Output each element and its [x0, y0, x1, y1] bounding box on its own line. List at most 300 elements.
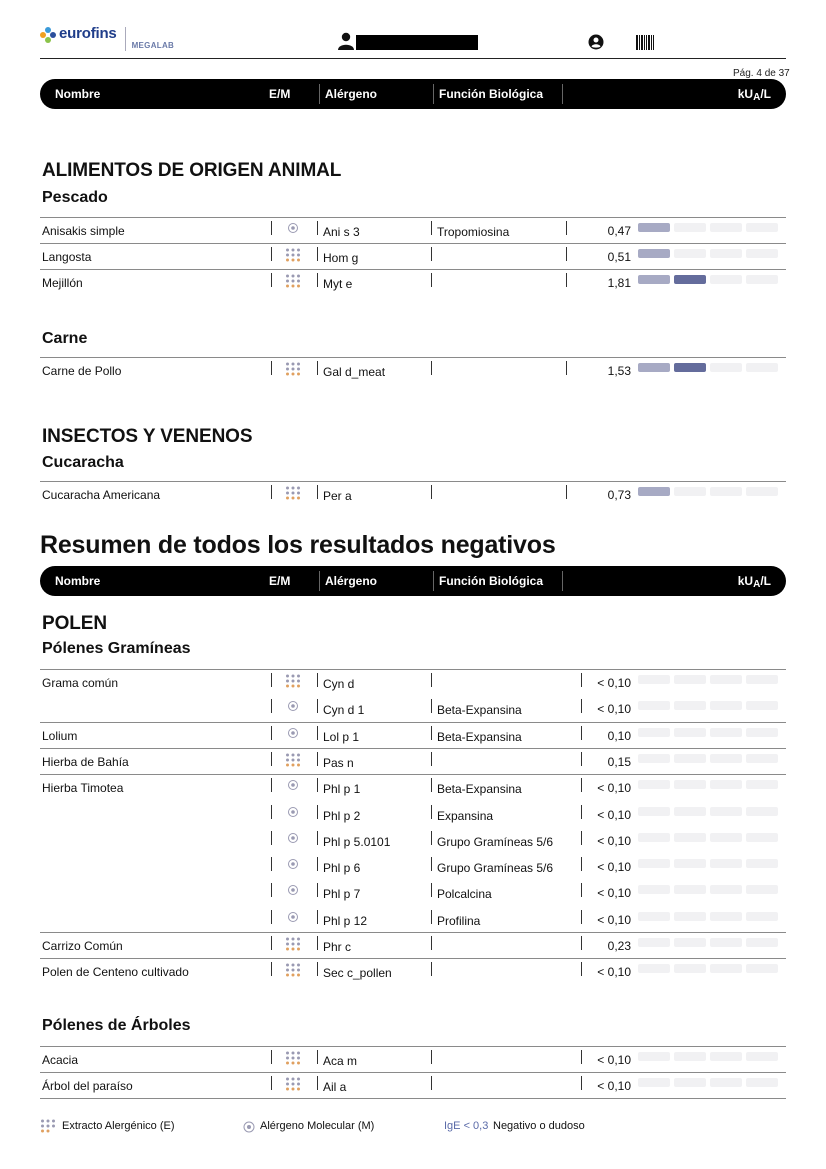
col-separator [431, 273, 432, 287]
level-bar [638, 487, 670, 496]
table-row [40, 243, 786, 269]
col-separator [581, 699, 582, 713]
dot-grid-icon [285, 486, 301, 500]
level-bar [746, 754, 778, 763]
row-nombre: Carrizo Común [42, 939, 123, 953]
level-bar [674, 964, 706, 973]
row-alergeno: Phl p 1 [323, 782, 361, 797]
row-alergeno: Pas n [323, 755, 354, 770]
col-separator [581, 673, 582, 687]
header-em: E/M [269, 574, 291, 588]
row-valor: 0,47 [607, 224, 631, 238]
row-alergeno: Aca m [323, 1054, 358, 1068]
col-separator [431, 247, 432, 261]
row-nombre: Carne de Pollo [42, 364, 122, 378]
target-dot-icon [285, 222, 301, 236]
level-bar [638, 964, 670, 973]
col-separator [566, 247, 567, 261]
col-separator [271, 361, 272, 375]
col-separator [431, 805, 432, 819]
level-bars [638, 487, 780, 496]
col-separator [581, 1050, 582, 1064]
group-title: Pólenes de Árboles [42, 1017, 191, 1034]
target-dot-icon [285, 727, 301, 741]
level-bar [746, 964, 778, 973]
level-bar [638, 912, 670, 921]
level-bars [638, 223, 780, 232]
col-separator [317, 673, 318, 687]
level-bar [710, 728, 742, 737]
header-alergeno: Alérgeno [325, 574, 378, 588]
unit-post: /L [760, 87, 771, 101]
level-bar [710, 249, 742, 258]
table-row [40, 774, 786, 800]
row-valor: < 0,10 [597, 1079, 631, 1093]
redacted-patient-name [356, 35, 478, 50]
col-separator [317, 752, 318, 766]
col-separator [271, 778, 272, 792]
level-bars [638, 249, 780, 258]
row-nombre: Árbol del paraíso [42, 1079, 133, 1093]
table-row [40, 695, 786, 721]
col-separator [581, 962, 582, 976]
level-bar [638, 1078, 670, 1087]
unit-pre: kU [737, 574, 754, 588]
level-bar [746, 701, 778, 710]
dot-grid-icon [285, 963, 301, 977]
level-bar [746, 487, 778, 496]
target-dot-icon [285, 700, 301, 714]
row-funcion: Profilina [437, 913, 481, 928]
row-divider [40, 748, 786, 749]
level-bar [638, 223, 670, 232]
col-separator [271, 883, 272, 897]
level-bar [710, 1078, 742, 1087]
level-bar [638, 275, 670, 284]
table-row [40, 748, 786, 774]
level-bar [746, 223, 778, 232]
dot-grid-icon [285, 753, 301, 767]
level-bar [674, 912, 706, 921]
row-alergeno: Phl p 12 [323, 913, 368, 928]
level-bar [710, 885, 742, 894]
row-divider [40, 722, 786, 723]
level-bar [638, 1052, 670, 1061]
col-separator [271, 273, 272, 287]
level-bar [710, 912, 742, 921]
col-separator [317, 805, 318, 819]
row-valor: < 0,10 [597, 676, 631, 690]
col-separator [317, 936, 318, 950]
row-valor: 0,23 [607, 939, 631, 953]
row-valor: 1,53 [607, 364, 631, 378]
header-separator [433, 84, 434, 104]
row-alergeno: Phl p 2 [323, 808, 361, 823]
level-bar [674, 859, 706, 868]
row-nombre: Lolium [42, 728, 78, 743]
row-nombre: Grama común [42, 676, 119, 690]
page-number: Pág. 4 de 37 [733, 68, 790, 79]
col-separator [271, 699, 272, 713]
barcode-icon [636, 35, 654, 50]
level-bar [674, 728, 706, 737]
col-separator [566, 273, 567, 287]
level-bar [710, 780, 742, 789]
col-separator [317, 883, 318, 897]
row-divider [40, 958, 786, 959]
col-separator [431, 857, 432, 871]
section-title: INSECTOS Y VENENOS [42, 426, 253, 447]
level-bars [638, 675, 780, 684]
row-alergeno: Phr c [323, 940, 352, 954]
col-separator [581, 778, 582, 792]
row-alergeno: Myt e [323, 277, 353, 291]
level-bar [710, 487, 742, 496]
dot-grid-icon [285, 1077, 301, 1091]
section-title: ALIMENTOS DE ORIGEN ANIMAL [42, 160, 342, 181]
level-bar [638, 780, 670, 789]
row-divider [40, 774, 786, 775]
level-bar [746, 807, 778, 816]
row-valor: < 0,10 [597, 702, 631, 717]
col-separator [581, 805, 582, 819]
header-nombre: Nombre [55, 574, 101, 588]
row-divider [40, 1072, 786, 1073]
row-alergeno: Hom g [323, 251, 359, 265]
row-funcion: Beta-Expansina [437, 782, 522, 797]
row-nombre: Hierba Timotea [42, 781, 124, 796]
row-alergeno: Sec c_pollen [323, 966, 392, 981]
unit-sub: A [753, 92, 761, 103]
level-bar [710, 859, 742, 868]
col-separator [317, 699, 318, 713]
target-dot-icon [285, 858, 301, 872]
group-title: Carne [42, 330, 88, 347]
col-separator [271, 247, 272, 261]
row-divider [40, 357, 786, 358]
group-title: Pólenes Gramíneas [42, 640, 191, 657]
level-bar [746, 780, 778, 789]
level-bar [710, 754, 742, 763]
legend-molecular-label: Alérgeno Molecular (M) [260, 1120, 375, 1132]
row-funcion: Beta-Expansina [437, 729, 522, 744]
unit-post: /L [760, 574, 771, 588]
level-bars [638, 885, 780, 894]
col-separator [431, 361, 432, 375]
row-valor: < 0,10 [597, 886, 631, 901]
target-dot-icon [285, 832, 301, 846]
sub-brand: MEGALAB [131, 41, 175, 50]
level-bar [674, 938, 706, 947]
header-separator [319, 84, 320, 104]
level-bar [746, 249, 778, 258]
row-valor: 1,81 [607, 276, 631, 290]
level-bar [638, 859, 670, 868]
col-separator [431, 910, 432, 924]
target-dot-icon [285, 911, 301, 925]
row-divider [40, 669, 786, 670]
level-bars [638, 754, 780, 763]
row-alergeno: Phl p 7 [323, 887, 361, 902]
dot-grid-icon [40, 1119, 56, 1133]
level-bar [710, 833, 742, 842]
header-em: E/M [269, 87, 291, 101]
col-separator [431, 883, 432, 897]
row-valor: < 0,10 [597, 912, 631, 927]
brand-name: eurofins [59, 25, 117, 42]
unit-pre: kU [737, 87, 754, 101]
table-row [40, 722, 786, 748]
level-bar [746, 675, 778, 684]
col-separator [581, 883, 582, 897]
person-icon [336, 32, 356, 50]
level-bars [638, 1078, 780, 1087]
target-dot-icon [285, 779, 301, 793]
level-bar [638, 675, 670, 684]
dot-grid-icon [285, 937, 301, 951]
table-header [40, 79, 786, 109]
level-bar [746, 833, 778, 842]
level-bar [638, 938, 670, 947]
target-dot-icon [243, 1121, 255, 1133]
row-divider [40, 932, 786, 933]
level-bar [638, 363, 670, 372]
table-row [40, 827, 786, 853]
header-separator [562, 571, 563, 591]
header-funcion: Función Biológica [439, 574, 543, 588]
level-bar [710, 275, 742, 284]
header-separator [433, 571, 434, 591]
level-bar [638, 249, 670, 258]
col-separator [271, 910, 272, 924]
col-separator [581, 752, 582, 766]
level-bar [638, 728, 670, 737]
row-funcion: Grupo Gramíneas 5/6 [437, 834, 554, 849]
row-divider [40, 217, 786, 218]
negatives-title: Resumen de todos los resultados negativos [40, 531, 556, 559]
level-bar [710, 1052, 742, 1061]
level-bars [638, 938, 780, 947]
row-funcion: Beta-Expansina [437, 703, 522, 718]
account-circle-icon [588, 34, 604, 50]
col-separator [317, 962, 318, 976]
level-bar [746, 1078, 778, 1087]
col-separator [431, 673, 432, 687]
col-separator [317, 221, 318, 235]
header-divider [40, 58, 786, 59]
row-valor: < 0,10 [597, 860, 631, 875]
level-bars [638, 807, 780, 816]
level-bar [638, 754, 670, 763]
col-separator [431, 1076, 432, 1090]
dot-grid-icon [285, 674, 301, 688]
row-divider [40, 269, 786, 270]
row-alergeno: Ail a [323, 1080, 347, 1094]
row-funcion: Grupo Gramíneas 5/6 [437, 861, 554, 876]
level-bar [710, 938, 742, 947]
group-title: Pescado [42, 189, 108, 206]
row-nombre: Langosta [42, 250, 92, 264]
row-nombre: Hierba de Bahía [42, 754, 129, 769]
level-bars [638, 964, 780, 973]
table-row [40, 1072, 786, 1098]
row-alergeno: Ani s 3 [323, 225, 360, 239]
row-divider [40, 481, 786, 482]
level-bar [674, 223, 706, 232]
dot-grid-icon [285, 362, 301, 376]
level-bars [638, 275, 780, 284]
level-bar [638, 885, 670, 894]
col-separator [317, 485, 318, 499]
row-valor: < 0,10 [597, 1053, 631, 1067]
table-row [40, 906, 786, 932]
table-row [40, 801, 786, 827]
header-alergeno: Alérgeno [325, 87, 378, 101]
level-bar [710, 807, 742, 816]
col-separator [317, 910, 318, 924]
row-funcion: Expansina [437, 808, 494, 823]
table-row [40, 932, 786, 958]
col-separator [431, 1050, 432, 1064]
level-bar [746, 859, 778, 868]
row-nombre: Acacia [42, 1053, 79, 1067]
level-bar [674, 754, 706, 763]
level-bar [710, 701, 742, 710]
level-bar [674, 807, 706, 816]
table-row [40, 958, 786, 984]
col-separator [581, 857, 582, 871]
target-dot-icon [285, 806, 301, 820]
col-separator [431, 726, 432, 740]
row-alergeno: Phl p 5.0101 [323, 834, 391, 849]
level-bar [638, 701, 670, 710]
row-valor: < 0,10 [597, 781, 631, 796]
col-separator [271, 831, 272, 845]
level-bars [638, 780, 780, 789]
level-bars [638, 833, 780, 842]
row-divider [40, 1046, 786, 1047]
col-separator [317, 726, 318, 740]
col-separator [431, 699, 432, 713]
col-separator [271, 805, 272, 819]
table-row [40, 669, 786, 695]
row-nombre: Polen de Centeno cultivado [42, 965, 189, 980]
col-separator [317, 1050, 318, 1064]
level-bar [674, 249, 706, 258]
level-bar [746, 885, 778, 894]
header-nombre: Nombre [55, 87, 101, 101]
level-bar [746, 275, 778, 284]
level-bar [746, 912, 778, 921]
row-nombre: Anisakis simple [42, 224, 125, 238]
col-separator [271, 221, 272, 235]
col-separator [431, 936, 432, 950]
row-alergeno: Cyn d 1 [323, 703, 365, 718]
level-bar [710, 363, 742, 372]
logo-separator [125, 27, 126, 51]
header-unit [738, 87, 771, 103]
col-separator [317, 247, 318, 261]
row-valor: 0,73 [607, 488, 631, 502]
level-bar [638, 833, 670, 842]
row-valor: < 0,10 [597, 965, 631, 980]
col-separator [317, 273, 318, 287]
level-bar [638, 807, 670, 816]
level-bars [638, 363, 780, 372]
row-valor: 0,51 [607, 250, 631, 264]
col-separator [317, 778, 318, 792]
table-row [40, 1046, 786, 1072]
level-bar [710, 223, 742, 232]
legend-extract-label: Extracto Alergénico (E) [62, 1120, 175, 1132]
row-funcion: Tropomiosina [437, 225, 510, 239]
table-row [40, 879, 786, 905]
col-separator [566, 361, 567, 375]
col-separator [271, 1076, 272, 1090]
level-bars [638, 1052, 780, 1061]
level-bar [746, 938, 778, 947]
row-alergeno: Gal d_meat [323, 365, 386, 379]
level-bars [638, 859, 780, 868]
col-separator [271, 936, 272, 950]
table-row [40, 357, 786, 383]
dot-grid-icon [285, 274, 301, 288]
row-funcion: Polcalcina [437, 887, 492, 902]
col-separator [271, 726, 272, 740]
col-separator [581, 726, 582, 740]
col-separator [431, 962, 432, 976]
header-separator [319, 571, 320, 591]
table-bottom-line [40, 1098, 786, 1099]
header-funcion: Función Biológica [439, 87, 543, 101]
level-bar [674, 275, 706, 284]
col-separator [431, 485, 432, 499]
row-valor: 0,10 [607, 728, 631, 743]
table-row [40, 269, 786, 295]
legend-negative-label: Negativo o dudoso [493, 1120, 585, 1132]
dot-grid-icon [285, 1051, 301, 1065]
col-separator [431, 831, 432, 845]
col-separator [271, 857, 272, 871]
section-title: POLEN [42, 613, 107, 634]
col-separator [317, 857, 318, 871]
level-bar [674, 675, 706, 684]
level-bars [638, 728, 780, 737]
dot-grid-icon [285, 248, 301, 262]
col-separator [566, 485, 567, 499]
col-separator [271, 962, 272, 976]
col-separator [317, 361, 318, 375]
col-separator [581, 910, 582, 924]
row-valor: < 0,10 [597, 833, 631, 848]
col-separator [581, 936, 582, 950]
level-bar [674, 833, 706, 842]
level-bar [674, 487, 706, 496]
level-bar [674, 1052, 706, 1061]
row-alergeno: Lol p 1 [323, 729, 360, 744]
level-bar [746, 728, 778, 737]
col-separator [271, 673, 272, 687]
level-bar [674, 885, 706, 894]
eurofins-logo [40, 24, 174, 54]
col-separator [271, 1050, 272, 1064]
row-valor: 0,15 [607, 754, 631, 769]
table-row [40, 217, 786, 243]
header-separator [562, 84, 563, 104]
row-divider [40, 243, 786, 244]
level-bar [674, 363, 706, 372]
col-separator [271, 485, 272, 499]
